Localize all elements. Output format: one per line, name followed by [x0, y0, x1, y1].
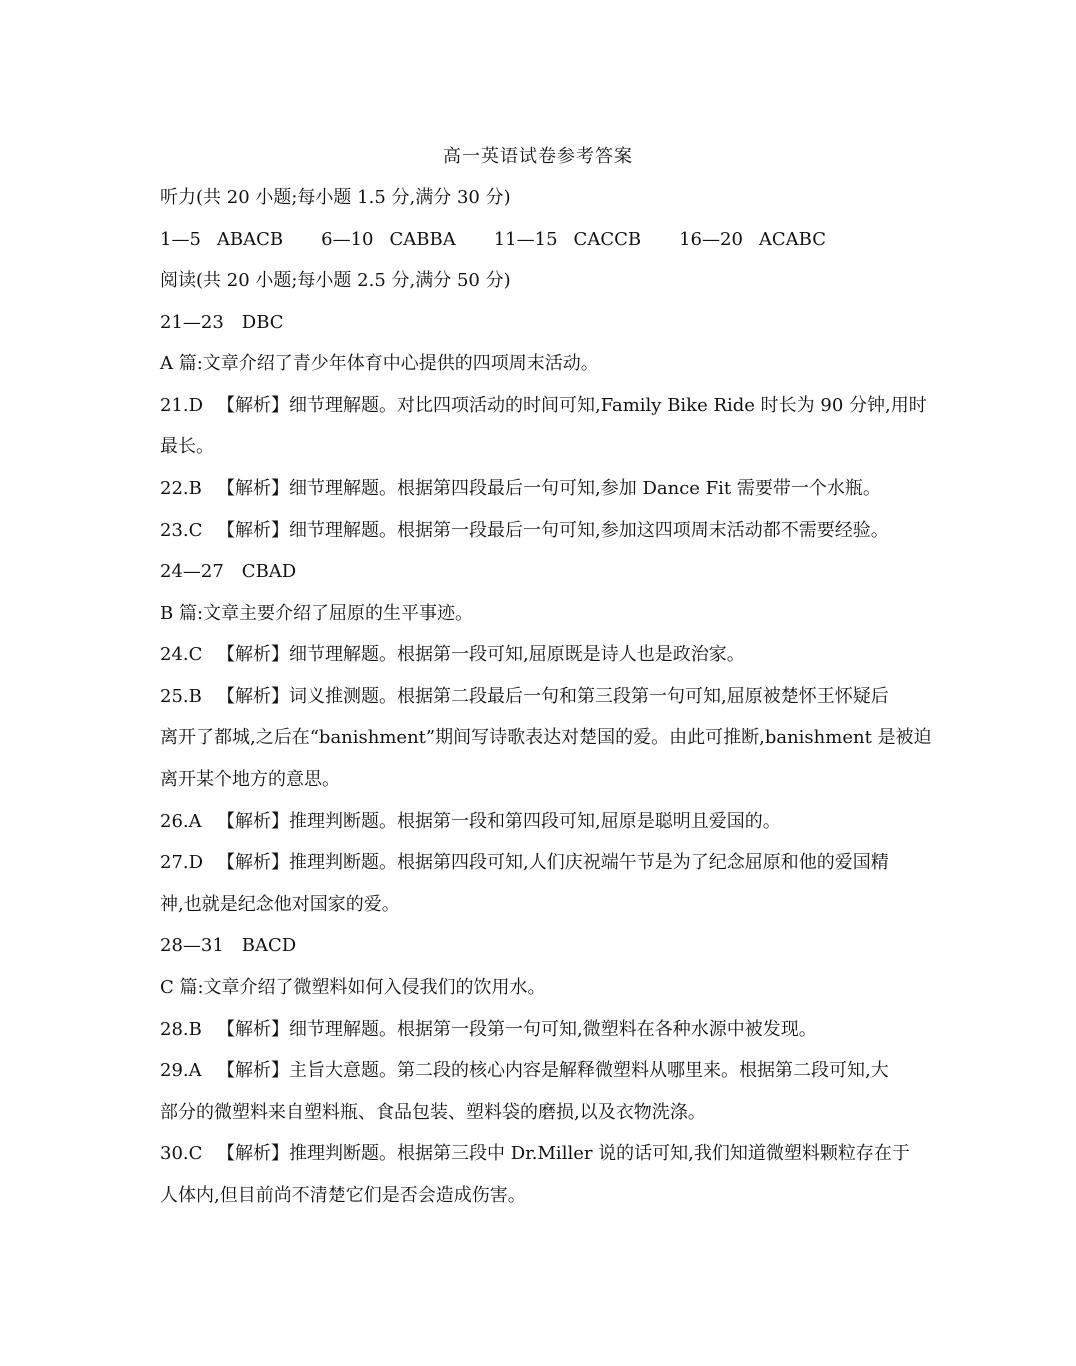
answer-item	[160, 520, 920, 542]
explanation-text: 【解析】细节理解题。根据第一段可知,屈原既是诗人也是政治家。	[217, 644, 745, 665]
question-number: 27.D	[160, 852, 204, 873]
question-number: 23.C	[160, 520, 203, 541]
listening-range: 1—5	[160, 229, 201, 250]
question-number: 29.A	[160, 1060, 202, 1081]
listening-answers: CABBA	[389, 229, 456, 250]
explanation-continuation: 神,也就是纪念他对国家的爱。	[160, 894, 400, 915]
listening-answers: CACCB	[573, 229, 642, 250]
question-number: 24.C	[160, 644, 203, 665]
explanation-continuation: 最长。	[160, 436, 214, 457]
answer-item	[160, 1060, 920, 1082]
explanation-text: 【解析】细节理解题。根据第一段最后一句可知,参加这四项周末活动都不需要经验。	[217, 520, 889, 541]
section-answer-keys: 28—31 BACD	[160, 935, 297, 956]
explanation-text: 【解析】细节理解题。对比四项活动的时间可知,Family Bike Ride 时长为 90 分钟,用时	[217, 395, 927, 416]
listening-answers: ABACB	[216, 229, 284, 250]
section-answer-keys: 24—27 CBAD	[160, 561, 297, 582]
explanation-text: 【解析】推理判断题。根据第四段可知,人们庆祝端午节是为了纪念屈原和他的爱国精	[217, 852, 889, 873]
listening-answers: ACABC	[758, 229, 827, 250]
answer-item	[160, 478, 920, 500]
question-number: 30.C	[160, 1143, 203, 1164]
explanation-text: 【解析】推理判断题。根据第一段和第四段可知,屈原是聪明且爱国的。	[217, 811, 781, 832]
answer-item	[160, 852, 920, 874]
listening-range: 6—10	[321, 229, 374, 250]
answer-item	[160, 1143, 920, 1165]
listening-answer-keys	[160, 229, 920, 251]
explanation-continuation: 部分的微塑料来自塑料瓶、食品包装、塑料袋的磨损,以及衣物洗涤。	[160, 1102, 706, 1123]
answer-item	[160, 395, 927, 417]
answer-item	[160, 1019, 920, 1041]
explanation-text: 【解析】细节理解题。根据第一段第一句可知,微塑料在各种水源中被发现。	[217, 1019, 817, 1040]
section-answer-keys: 21—23 DBC	[160, 312, 284, 333]
explanation-text: 【解析】细节理解题。根据第四段最后一句可知,参加 Dance Fit 需要带一个水瓶。	[217, 478, 881, 499]
question-number: 22.B	[160, 478, 202, 499]
question-number: 26.A	[160, 811, 202, 832]
section-intro: B 篇:文章主要介绍了屈原的生平事迹。	[160, 603, 474, 624]
section-intro: C 篇:文章介绍了微塑料如何入侵我们的饮用水。	[160, 977, 546, 998]
section-intro: A 篇:文章介绍了青少年体育中心提供的四项周末活动。	[160, 353, 599, 374]
answer-item	[160, 644, 920, 666]
explanation-text: 【解析】主旨大意题。第二段的核心内容是解释微塑料从哪里来。根据第二段可知,大	[217, 1060, 889, 1081]
answer-item	[160, 686, 920, 708]
answer-item	[160, 811, 920, 833]
question-number: 28.B	[160, 1019, 202, 1040]
listening-range: 11—15	[493, 229, 558, 250]
explanation-continuation: 离开某个地方的意思。	[160, 769, 340, 790]
page-title: 高一英语试卷参考答案	[443, 146, 633, 167]
reading-header: 阅读(共 20 小题;每小题 2.5 分,满分 50 分)	[160, 270, 511, 291]
listening-header: 听力(共 20 小题;每小题 1.5 分,满分 30 分)	[160, 187, 511, 208]
question-number: 21.D	[160, 395, 204, 416]
explanation-continuation: 离开了都城,之后在“banishment”期间写诗歌表达对楚国的爱。由此可推断,banishment 是被迫	[160, 727, 932, 748]
explanation-text: 【解析】词义推测题。根据第二段最后一句和第三段第一句可知,屈原被楚怀王怀疑后	[217, 686, 889, 707]
explanation-text: 【解析】推理判断题。根据第三段中 Dr.Miller 说的话可知,我们知道微塑料颗粒存在于	[217, 1143, 910, 1164]
question-number: 25.B	[160, 686, 202, 707]
explanation-continuation: 人体内,但目前尚不清楚它们是否会造成伤害。	[160, 1185, 526, 1206]
listening-range: 16—20	[679, 229, 743, 250]
